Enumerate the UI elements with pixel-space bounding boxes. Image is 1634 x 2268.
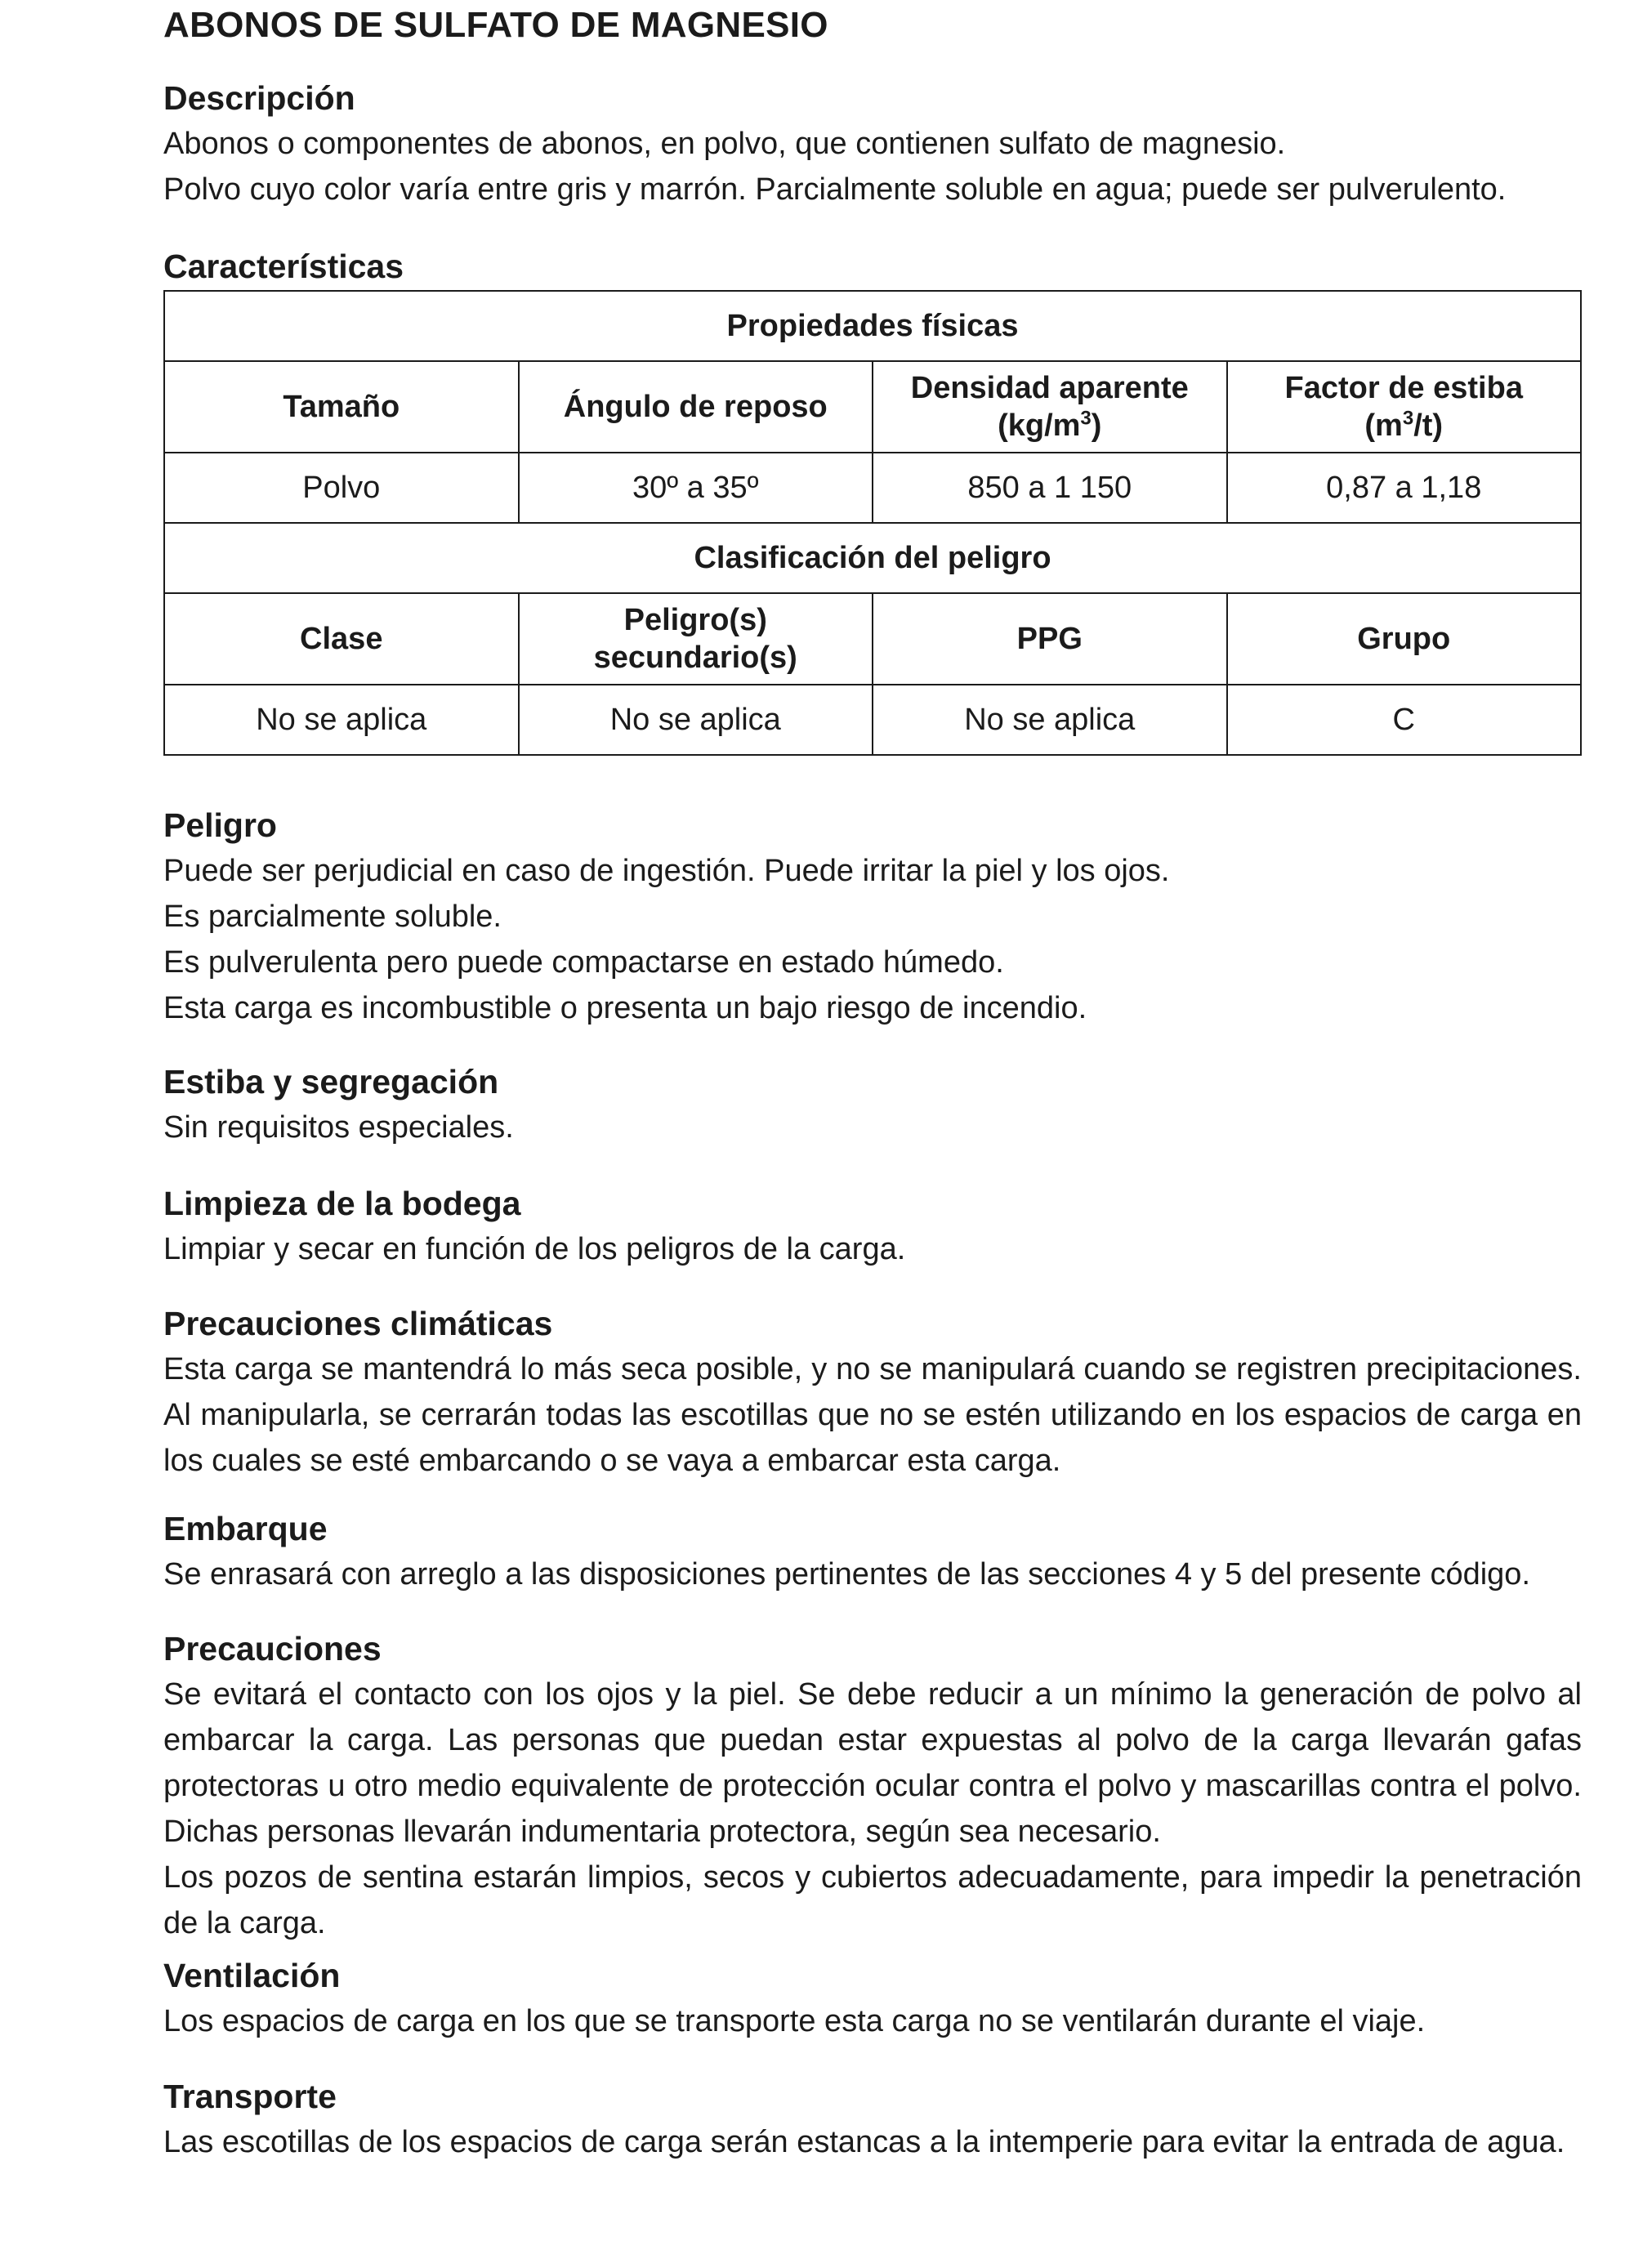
section-heading: Transporte bbox=[163, 2078, 337, 2115]
section-heading: Peligro bbox=[163, 806, 277, 844]
col-header-clase: Clase bbox=[164, 593, 519, 685]
paragraph: Es parcialmente soluble. bbox=[163, 900, 502, 934]
paragraph: Limpiar y secar en función de los peligros de la carga. bbox=[163, 1232, 906, 1266]
paragraph: Se evitará el contacto con los ojos y la piel. Se debe reducir a un mínimo la generación de polvo al embarcar la carga. Las personas que puedan estar expuestas al polvo de la carga llevarán gafas protectoras u otro medio equivalente de protección ocular contra el polvo y mascarillas contra el polvo. Dichas personas llevarán indumentaria protectora, según sea necesario. bbox=[163, 1677, 1582, 1849]
section-peligro bbox=[163, 802, 1582, 1031]
section-heading: Precauciones bbox=[163, 1630, 382, 1668]
table-cell: No se aplica bbox=[164, 685, 519, 755]
section-transporte bbox=[163, 2074, 1582, 2165]
properties-table bbox=[163, 290, 1582, 756]
header-line: secundario(s) bbox=[593, 641, 797, 675]
section-heading: Características bbox=[163, 248, 404, 285]
table-cell: 30º a 35º bbox=[519, 453, 873, 523]
paragraph: Las escotillas de los espacios de carga serán estancas a la intemperie para evitar la entrada de agua. bbox=[163, 2125, 1565, 2159]
paragraph: Esta carga se mantendrá lo más seca posible, y no se manipulará cuando se registren precipitaciones. Al manipularla, se cerrarán todas las escotillas que no se estén utilizando en los espacios de carga en los cuales se esté embarcando o se vaya a embarcar esta carga. bbox=[163, 1352, 1582, 1478]
table-cell: C bbox=[1227, 685, 1582, 755]
section-caracteristicas bbox=[163, 243, 1582, 289]
header-line: Peligro(s) bbox=[623, 603, 767, 637]
paragraph: Se enrasará con arreglo a las disposiciones pertinentes de las secciones 4 y 5 del presente código. bbox=[163, 1557, 1531, 1592]
table-cell: 850 a 1 150 bbox=[873, 453, 1227, 523]
header-line: ) bbox=[1091, 409, 1102, 443]
header-line: Densidad aparente bbox=[910, 371, 1189, 405]
section-heading: Limpieza de la bodega bbox=[163, 1185, 521, 1222]
paragraph: Puede ser perjudicial en caso de ingestión. Puede irritar la piel y los ojos. bbox=[163, 854, 1170, 888]
section-heading: Estiba y segregación bbox=[163, 1063, 499, 1101]
paragraph: Los espacios de carga en los que se transporte esta carga no se ventilarán durante el viaje. bbox=[163, 2004, 1426, 2038]
paragraph: Esta carga es incombustible o presenta un bajo riesgo de incendio. bbox=[163, 991, 1087, 1025]
table-cell: 0,87 a 1,18 bbox=[1227, 453, 1582, 523]
section-heading: Ventilación bbox=[163, 1957, 341, 1994]
header-line: (m bbox=[1364, 409, 1403, 443]
section-descripcion bbox=[163, 75, 1582, 212]
col-header-tamano: Tamaño bbox=[164, 361, 519, 453]
section-heading: Embarque bbox=[163, 1510, 328, 1547]
col-header-grupo: Grupo bbox=[1227, 593, 1582, 685]
section-estiba bbox=[163, 1059, 1582, 1150]
superscript: 3 bbox=[1402, 407, 1414, 430]
col-header-peligro-secundario bbox=[519, 593, 873, 685]
section-limpieza bbox=[163, 1181, 1582, 1272]
paragraph: Los pozos de sentina estarán limpios, secos y cubiertos adecuadamente, para impedir la penetración de la carga. bbox=[163, 1860, 1582, 1940]
table-cell: No se aplica bbox=[873, 685, 1227, 755]
section-embarque bbox=[163, 1506, 1582, 1597]
page-title: ABONOS DE SULFATO DE MAGNESIO bbox=[163, 5, 828, 45]
paragraph: Abonos o componentes de abonos, en polvo, que contienen sulfato de magnesio. bbox=[163, 127, 1286, 161]
col-header-ppg: PPG bbox=[873, 593, 1227, 685]
header-line: (kg/m bbox=[998, 409, 1081, 443]
paragraph: Es pulverulenta pero puede compactarse en estado húmedo. bbox=[163, 945, 1004, 980]
header-line: Factor de estiba bbox=[1284, 371, 1523, 405]
table-cell: Polvo bbox=[164, 453, 519, 523]
table-title-hazard: Clasificación del peligro bbox=[164, 523, 1581, 593]
col-header-factor bbox=[1227, 361, 1582, 453]
table-title-physical: Propiedades físicas bbox=[164, 291, 1581, 361]
superscript: 3 bbox=[1080, 407, 1092, 430]
col-header-densidad bbox=[873, 361, 1227, 453]
paragraph: Sin requisitos especiales. bbox=[163, 1110, 514, 1145]
section-heading: Precauciones climáticas bbox=[163, 1305, 553, 1342]
section-precauciones-climaticas bbox=[163, 1301, 1582, 1484]
col-header-angulo: Ángulo de reposo bbox=[519, 361, 873, 453]
section-ventilacion bbox=[163, 1953, 1582, 2044]
table-cell: No se aplica bbox=[519, 685, 873, 755]
paragraph: Polvo cuyo color varía entre gris y marrón. Parcialmente soluble en agua; puede ser pulverulento. bbox=[163, 172, 1507, 207]
header-line: /t) bbox=[1413, 409, 1444, 443]
section-heading: Descripción bbox=[163, 79, 355, 117]
section-precauciones bbox=[163, 1626, 1582, 1946]
